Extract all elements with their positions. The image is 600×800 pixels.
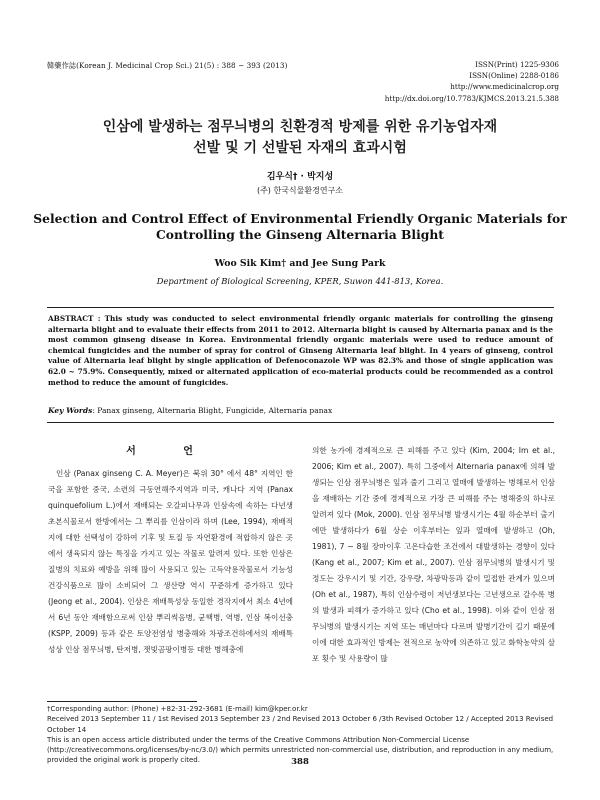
abstract-label: ABSTRACT : <box>48 314 101 323</box>
keywords-label: Key Words <box>48 406 93 415</box>
keywords-text: : Panax ginseng, Alternaria Blight, Fungicide, Alternaria panax <box>92 406 333 415</box>
page-number: 388 <box>291 757 309 767</box>
korean-title-line1: 인삼에 발생하는 점무늬병의 친환경적 방제를 위한 유기농업자재 <box>102 119 498 135</box>
english-title-line1: Selection and Control Effect of Environmental Friendly Organic Materials for <box>33 211 567 226</box>
license-note: This is an open access article distributed under the terms of the Creative Commons Attribution Non-Commercial License (http://creativecommons.org/licenses/by-nc/3.0/) which permits unrestricted non-commercial use, distribution, and reproduction in any medium, provided the original work is properly cited. <box>47 735 554 765</box>
abstract <box>48 314 553 388</box>
journal-url-link[interactable]: http://www.medicinalcrop.org <box>450 82 559 92</box>
english-authors: Woo Sik Kim† and Jee Sung Park <box>214 258 386 269</box>
received-dates-note: Received 2013 September 11 / 1st Revised 2013 September 23 / 2nd Revised 2013 October 6 /3th Revised October 12 / Accepted 2013 Revised October 14 <box>47 715 554 734</box>
abstract-bottom-rule <box>47 422 554 423</box>
abstract-text: This study was conducted to select environmental friendly organic materials for controlling the ginseng alternaria blight and to evaluate their effects from 2011 to 2012. Alternaria blight is caused by Alternaria panax and is the most common ginseng disease in Korea. Environmental friendly organic materials were used to reduce amount of chemical fungicides and the number of spray for control of Ginseng Alternaria leaf blight. In 4 years of ginseng, control value of Alternaria leaf blight by single application of Defenoconazole WP was 82.3% and those of single application was 62.0 ~ 75.9%. Consequently, mixed or alternated application of eco-material products could be recommended as a control method to reduce the amount of fungicides. <box>48 314 554 387</box>
issn-online: ISSN(Online) 2288-0186 <box>469 71 559 81</box>
section-heading-introduction: 서 언 <box>126 446 215 457</box>
issn-print: ISSN(Print) 1225-9306 <box>475 60 559 69</box>
journal-citation: 韓藥作誌(Korean J. Medicinal Crop Sci.) 21(5) : 388 − 393 (2013) <box>47 61 288 70</box>
korean-title-line2: 선발 및 기 선발된 자재의 효과시험 <box>193 140 407 156</box>
english-affiliation: Department of Biological Screening, KPER, Suwon 441-813, Korea. <box>156 276 444 286</box>
body-column-right: 의한 농가에 경제적으로 큰 피해를 주고 있다 (Kim, 2004; Im et al., 2006; Kim et al., 2007). 특히 그중에서 Alternaria panax에 의해 발생되는 인삼 점무늬병은 잎과 줄기 그리고 열매에 발생하는 병해로서 인삼을 재배하는 기간 중에 경제적으로 가장 큰 피해를 주는 병해중의 하나로 알려져 있다 (Mok, 2000). 인삼 점무늬병 발생시기는 4월 하순부터 출기에만 발생하다가 6월 상순 이후부터는 잎과 열매에 발생하고 (Oh, 1981), 7 ~ 8월 장마이후 고온다습한 조건에서 대발생하는 경향이 있다 (Kang et al., 2007; Kim et al., 2007). 인삼 점무늬병의 발생시기 및 정도는 강우시기 및 기간, 강우량, 차광막등과 같이 밀접한 관계가 있으며 (Oh et al., 1987), 특히 인삼수령이 저년생보다는 고년생으로 갈수록 병의 발생과 피해가 증가하고 있다 (Cho et al., 1998). 이와 같이 인삼 점무늬병의 발생시기는 지역 또는 매년마다 다르며 발병기간이 길기 때문에 이에 대한 효과적인 방제는 전적으로 농약에 의존하고 있고 화학농약의 살포 횟수 및 사용량이 많 <box>312 446 555 663</box>
doi-link[interactable]: http://dx.doi.org/10.7783/KJMCS.2013.21.5.388 <box>384 93 559 103</box>
korean-title <box>0 117 600 159</box>
journal-identifiers <box>339 59 559 104</box>
footnote-rule <box>47 701 197 702</box>
korean-affiliation: (주) 한국식물환경연구소 <box>256 186 344 195</box>
abstract-top-rule <box>47 307 554 308</box>
body-column-left: 인삼 (Panax ginseng C. A. Meyer)은 북위 30° 에서 48° 지역인 한국을 포함한 중국, 소련의 극동연해주지역과 미국, 캐나다 지역 (Panax quinquefolium L.)에서 재배되는 오갈피나무과 인삼속에 속하는 다년생 초본식물로서 한방에서는 그 뿌리를 인삼이라 하며 (Lee, 1994), 재배적지에 대한 선택성이 강하여 기후 및 토질 등 자연환경에 적합하지 않은 곳에서 생육되지 않는 특징을 가지고 있는 작물로 알려져 있다. 또한 인삼은 질병의 치료와 예방을 위해 많이 사용되고 있는 고득약용작물로서 기능성 건강식품으로 많이 소비되어 그 생산량 역시 꾸준하게 증가하고 있다 (Jeong et al., 2004). 인삼은 재배특성상 동일한 경작지에서 최소 4년에서 6년 동안 재배함으로써 인삼 뿌리썩음병, 균핵병, 역병, 인삼 복이선충 (KSPP, 2009) 등과 같은 토양전염성 병충해와 차광조건하에서의 재배특성상 인삼 점무늬병, 탄저병, 잿빛곰팡이병등 대한 병해충에 <box>48 469 293 654</box>
keywords <box>48 406 553 416</box>
english-title-line2: Controlling the Ginseng Alternaria Blight <box>156 227 444 242</box>
korean-authors: 김우식† · 박지성 <box>266 172 334 182</box>
english-title <box>0 211 600 243</box>
corresponding-author-note: †Corresponding author: (Phone) +82-31-292-3681 (E-mail) kim@kper.or.kr <box>47 705 308 713</box>
